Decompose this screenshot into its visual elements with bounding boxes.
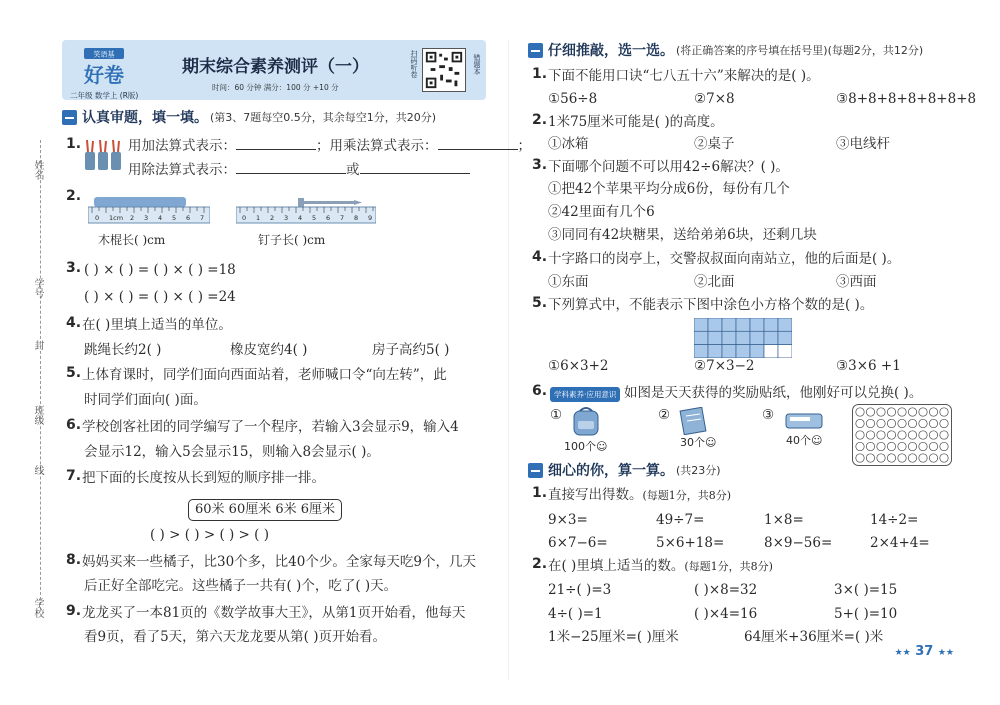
notebook-icon [678, 407, 710, 435]
svg-text:好卷: 好卷 [84, 63, 124, 87]
smiley-sticker [898, 454, 906, 462]
smiley-sticker [929, 442, 937, 450]
r-q4-c: ③西面 [836, 274, 877, 290]
calc2-item-8: 64厘米+36厘米=( )米 [744, 629, 884, 645]
q1-blank-div1[interactable] [236, 173, 346, 174]
smiley-sticker [887, 442, 895, 450]
q7-text: 把下面的长度按从长到短的顺序排一排。 [82, 470, 325, 486]
r-q2-b: ②桌子 [694, 136, 735, 152]
r-q3-a: ①把42个苹果平均分成6份，每份有几个 [548, 181, 790, 197]
smiley-sticker [866, 419, 874, 427]
sidebar-seal1: 封 [32, 340, 43, 350]
section-icon [528, 463, 543, 478]
smiley-sticker [940, 454, 948, 462]
q7-items: 60米 60厘米 6米 6厘米 [188, 498, 342, 521]
smiley-sticker [908, 431, 916, 439]
smiley-sticker [919, 408, 927, 416]
q6-number: 6. [66, 417, 82, 433]
r-q6-number: 6. [532, 383, 548, 399]
grid-figure [694, 318, 792, 358]
grade-label: 二年级 数学上 (R版) [70, 91, 139, 100]
r-q6-text: 如图是天天获得的奖励贴纸，他刚好可以兑换( )。 [624, 385, 923, 401]
smiley-sticker [887, 431, 895, 439]
logo-icon [72, 46, 136, 94]
r-q1-text: 下面不能用口诀“七八五十六”来解决的是( )。 [548, 68, 820, 84]
r-q6-c: ③ [762, 407, 775, 423]
section-icon [62, 110, 77, 125]
r-q5-a: ①6×3+2 [548, 358, 609, 374]
grid-cell [736, 331, 750, 344]
q1-line1: 用加法算式表示： ；用乘法算式表示： ； [128, 138, 531, 154]
calc1-item-5: 6×7−6= [548, 535, 608, 551]
calc1-number: 1. [532, 485, 548, 501]
q3-line2: ( ) × ( ) = ( ) × ( ) =24 [84, 289, 236, 305]
grid-cell [694, 318, 708, 331]
section1-header [62, 107, 436, 127]
section3-title: 细心的你，算一算。 [548, 463, 674, 479]
calc1-item-4: 14÷2= [870, 512, 919, 528]
grid-cell [764, 345, 778, 358]
r-q5-b: ②7×3−2 [694, 358, 755, 374]
q4-c: 房子高约5( ) [372, 342, 450, 358]
q1-number: 1. [66, 136, 82, 152]
smiley-sticker [940, 408, 948, 416]
r-q4-number: 4. [532, 249, 548, 265]
grid-cell [778, 318, 792, 331]
smiley-sticker [929, 419, 937, 427]
section2-header [528, 40, 923, 60]
q8-line1: 妈妈买来一些橘子，比30个多，比40个少。全家每天吃9个，几天 [82, 554, 476, 570]
grid-cell [694, 331, 708, 344]
calc2-item-1: 21÷( )=3 [548, 582, 612, 598]
calc2-item-7: 1米−25厘米=( )厘米 [548, 629, 679, 645]
calc1-item-8: 2×4+4= [870, 535, 930, 551]
section1-note: (第3、7题每空0.5分，其余每空1分，共20分) [210, 111, 437, 124]
smiley-sticker [877, 419, 885, 427]
r-q5-text: 下列算式中，不能表示下图中涂色小方格个数的是( )。 [548, 297, 874, 313]
q9-line2: 看9页，看了5天，第六天龙龙要从第( )页开始看。 [84, 629, 387, 645]
smiley-sticker [940, 442, 948, 450]
r-q2-number: 2. [532, 112, 548, 128]
grid-cell [722, 318, 736, 331]
q6-line2: 会显示12，输入5会显示15，则输入8会显示( )。 [84, 444, 380, 460]
smiley-sticker [919, 454, 927, 462]
calc2-number: 2. [532, 556, 548, 572]
calc2-item-6: 5+( )=10 [834, 606, 898, 622]
smiley-sticker [929, 408, 937, 416]
r-q6-c-price: 40个☺ [786, 434, 823, 447]
calc1-item-7: 8×9−56= [764, 535, 833, 551]
ruler-nail-figure [236, 195, 376, 227]
smiley-sticker [856, 454, 864, 462]
smiley-sticker [908, 419, 916, 427]
q3-line1: ( ) × ( ) = ( ) × ( ) =18 [84, 262, 236, 278]
q9-number: 9. [66, 603, 82, 619]
smiley-sticker [887, 408, 895, 416]
r-q1-c: ③8+8+8+8+8+8+8 [836, 91, 977, 107]
r-q1-b: ②7×8 [694, 91, 735, 107]
section-icon [528, 43, 543, 58]
calc1-item-6: 5×6+18= [656, 535, 725, 551]
calc2-item-5: ( )×4=16 [694, 606, 758, 622]
smiley-sticker [887, 454, 895, 462]
grid-cell [750, 318, 764, 331]
grid-cell [736, 318, 750, 331]
q4-a: 跳绳长约2( ) [84, 342, 162, 358]
q4-number: 4. [66, 315, 82, 331]
sidebar-seal2: 线 [32, 465, 43, 475]
grid-cell [750, 331, 764, 344]
smiley-sticker [887, 419, 895, 427]
r-q4-text: 十字路口的岗亭上，交警叔叔面向南站立，他的后面是( )。 [548, 251, 901, 267]
r-q3-c: ③同同有42块糖果，送给弟弟6块，还剩几块 [548, 227, 817, 243]
smiley-sticker [898, 419, 906, 427]
smiley-sticker [919, 442, 927, 450]
q8-line2: 后正好全部吃完。这些橘子一共有( )个，吃了( )天。 [84, 578, 398, 594]
r-q2-c: ③电线杆 [836, 136, 890, 152]
q5-line2: 时同学们面向( )面。 [84, 392, 207, 408]
calc2-item-4: 4÷( )=1 [548, 606, 603, 622]
smiley-sticker [856, 442, 864, 450]
page-number: ★★ 37 ★★ [894, 644, 954, 659]
r-q6-a-price: 100个☺ [564, 440, 608, 453]
q5-number: 5. [66, 365, 82, 381]
calc1-item-3: 1×8= [764, 512, 804, 528]
qr-left-label: 扫码听卷 [410, 50, 418, 78]
grid-cell [764, 318, 778, 331]
smiley-sticker [866, 454, 874, 462]
smiley-sticker [877, 454, 885, 462]
calc1-item-1: 9×3= [548, 512, 588, 528]
smiley-sticker [908, 454, 916, 462]
q2-nail-label: 钉子长( )cm [258, 233, 326, 247]
q2-number: 2. [66, 188, 82, 204]
q7-number: 7. [66, 468, 82, 484]
section2-note: (将正确答案的序号填在括号里)(每题2分，共12分) [676, 44, 924, 57]
binding-line [40, 140, 41, 610]
calc1-item-2: 49÷7= [656, 512, 705, 528]
smiley-sticker [919, 419, 927, 427]
smiley-sticker [877, 442, 885, 450]
backpack-icon [568, 405, 604, 437]
r-q2-text: 1米75厘米可能是( )的高度。 [548, 114, 724, 130]
page-title: 期末综合素养测评（一） [182, 57, 369, 77]
q3-number: 3. [66, 260, 82, 276]
r-q2-a: ①冰箱 [548, 136, 589, 152]
smiley-sticker [866, 442, 874, 450]
smiley-sticker [940, 431, 948, 439]
smiley-sticker [898, 408, 906, 416]
section3-note: (共23分) [676, 464, 721, 477]
sidebar-student-id-label: 学号 [32, 278, 43, 298]
grid-cell [708, 331, 722, 344]
smiley-sticker [898, 442, 906, 450]
smiley-sticker [856, 431, 864, 439]
grid-cell [722, 331, 736, 344]
q4-text: 在( )里填上适当的单位。 [82, 317, 232, 333]
grid-cell [778, 345, 792, 358]
r-q6-b: ② [658, 407, 671, 423]
smiley-sticker [866, 431, 874, 439]
smiley-sticker [877, 431, 885, 439]
smiley-sticker [856, 419, 864, 427]
section1-title: 认真审题，填一填。 [82, 110, 208, 126]
calc2-item-2: ( )×8=32 [694, 582, 758, 598]
smiley-sticker [856, 408, 864, 416]
sidebar-class-label: 班级 [32, 405, 43, 425]
smiley-sticker [940, 419, 948, 427]
r-q6-a: ① [550, 407, 563, 423]
r-q6-b-price: 30个☺ [680, 436, 717, 449]
smiley-sticker [929, 431, 937, 439]
r-q3-number: 3. [532, 157, 548, 173]
svg-text:笑语基: 笑语基 [93, 50, 115, 59]
r-q4-b: ②北面 [694, 274, 735, 290]
r-q1-number: 1. [532, 66, 548, 82]
calc1-title: 直接写出得数。(每题1分，共8分) [548, 487, 732, 503]
r-q1-a: ①56÷8 [548, 91, 598, 107]
r-q3-b: ②42里面有几个6 [548, 204, 655, 220]
ruler-stick-figure [88, 195, 210, 227]
calc2-item-3: 3×( )=15 [834, 582, 898, 598]
q2-stick-label: 木棍长( )cm [98, 233, 166, 247]
smiley-sticker [898, 431, 906, 439]
smiley-sticker [877, 408, 885, 416]
q5-line1: 上体育课时，同学们面向西面站着，老师喊口令“向左转”，此 [82, 367, 447, 383]
q1-blank-div2[interactable] [360, 173, 470, 174]
q8-number: 8. [66, 552, 82, 568]
calc2-title: 在( )里填上适当的数。(每题1分，共8分) [548, 558, 773, 574]
smiley-sticker [908, 408, 916, 416]
q9-line1: 龙龙买了一本81页的《数学故事大王》，从第1页开始看，他每天 [82, 605, 466, 621]
grid-cell [708, 318, 722, 331]
sidebar-school-label: 学校 [32, 598, 43, 618]
qr-right-label: 错题本 [473, 54, 481, 75]
exam-header [62, 40, 486, 100]
q1-blank-mul[interactable] [438, 149, 518, 150]
r-q5-number: 5. [532, 295, 548, 311]
qr-code-icon[interactable] [422, 48, 466, 92]
q7-order: ( ) > ( ) > ( ) > ( ) [150, 527, 269, 543]
section2-title: 仔细推敲，选一选。 [548, 43, 674, 59]
smiley-sticker [866, 408, 874, 416]
smiley-sticker [908, 442, 916, 450]
sidebar-name-label: 姓名 [32, 160, 43, 180]
grid-cell [764, 331, 778, 344]
exam-subtitle: 时间：60 分钟 满分：100 分 +10 分 [212, 83, 339, 92]
r-q6-tag: 学科素养·应用意识 [550, 384, 620, 403]
pencil-cups-icon [84, 138, 124, 172]
section3-header [528, 460, 721, 480]
q6-line1: 学校创客社团的同学编写了一个程序，若输入3会显示9，输入4 [82, 419, 459, 435]
q1-line2: 用除法算式表示： 或 [128, 160, 470, 180]
r-q3-text: 下面哪个问题不可以用42÷6解决？( )。 [548, 159, 789, 175]
smiley-stickers-sheet [852, 404, 952, 466]
r-q4-a: ①东面 [548, 274, 589, 290]
grid-cell [778, 331, 792, 344]
smiley-sticker [919, 431, 927, 439]
pencil-box-icon [784, 408, 824, 432]
smiley-sticker [929, 454, 937, 462]
q4-b: 橡皮宽约4( ) [230, 342, 308, 358]
r-q5-c: ③3×6 +1 [836, 358, 901, 374]
q1-blank-add[interactable] [236, 149, 316, 150]
